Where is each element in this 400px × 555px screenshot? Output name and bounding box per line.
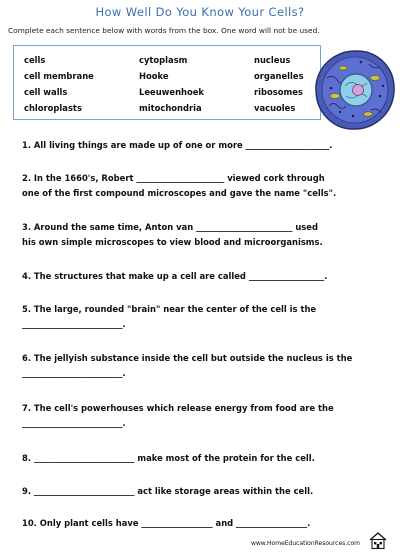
question-text: 2. In the 1660's, Robert _____________________ viewed cork through [22,173,325,183]
question-text: 9. ________________________ act like storage areas within the cell. [22,486,314,496]
question-text-continued: ________________________. [22,367,126,378]
question-text: 5. The large, rounded "brain" near the center of the cell is the [22,304,317,314]
word-bank-item: chloroplasts [24,103,82,113]
question-text: 4. The structures that make up a cell are called __________________. [22,271,328,281]
word-bank-item: Leeuwenhoek [139,87,205,97]
question-4 [22,269,382,284]
question-text-continued: his own simple microscopes to view blood and microorganisms. [22,236,323,247]
question-text: 3. Around the same time, Anton van _______________________ used [22,222,318,232]
word-bank-item: mitochondria [139,103,202,113]
question-7 [22,401,382,430]
word-bank-item: organelles [254,71,304,81]
question-2 [22,171,382,200]
word-bank-item: cell membrane [24,71,94,81]
word-bank-item: cell walls [24,87,68,97]
word-bank [13,45,321,120]
word-bank-item: vacuoles [254,103,296,113]
footer-url: www.HomeEducationResources.com [250,540,360,547]
word-bank-item: nucleus [254,55,291,65]
word-bank-item: ribosomes [254,87,303,97]
question-text: 6. The jellyish substance inside the cell but outside the nucleus is the [22,353,353,363]
question-text: 8. ________________________ make most of the protein for the cell. [22,453,315,463]
question-8 [22,451,382,466]
question-3 [22,220,382,249]
question-text-continued: one of the first compound microscopes and gave the name "cells". [22,187,337,198]
question-1 [22,138,382,153]
question-text: 10. Only plant cells have _________________ and _________________. [22,518,311,528]
word-bank-item: cells [24,55,46,65]
question-text: 1. All living things are made up of one or more ____________________. [22,140,333,150]
word-bank-item: Hooke [139,71,169,81]
instructions: Complete each sentence below with words from the box. One word will not be used. [8,26,320,35]
question-text-continued: ________________________. [22,417,126,428]
page-title: How Well Do You Know Your Cells? [95,5,305,19]
question-text-continued: ________________________. [22,318,126,329]
house-logo-icon [368,530,388,550]
question-10 [22,516,382,531]
question-6 [22,351,382,380]
question-text: 7. The cell's powerhouses which release energy from food are the [22,403,334,413]
question-9 [22,484,382,499]
question-5 [22,302,382,331]
word-bank-item: cytoplasm [139,55,188,65]
cell-illustration-icon [313,48,397,132]
